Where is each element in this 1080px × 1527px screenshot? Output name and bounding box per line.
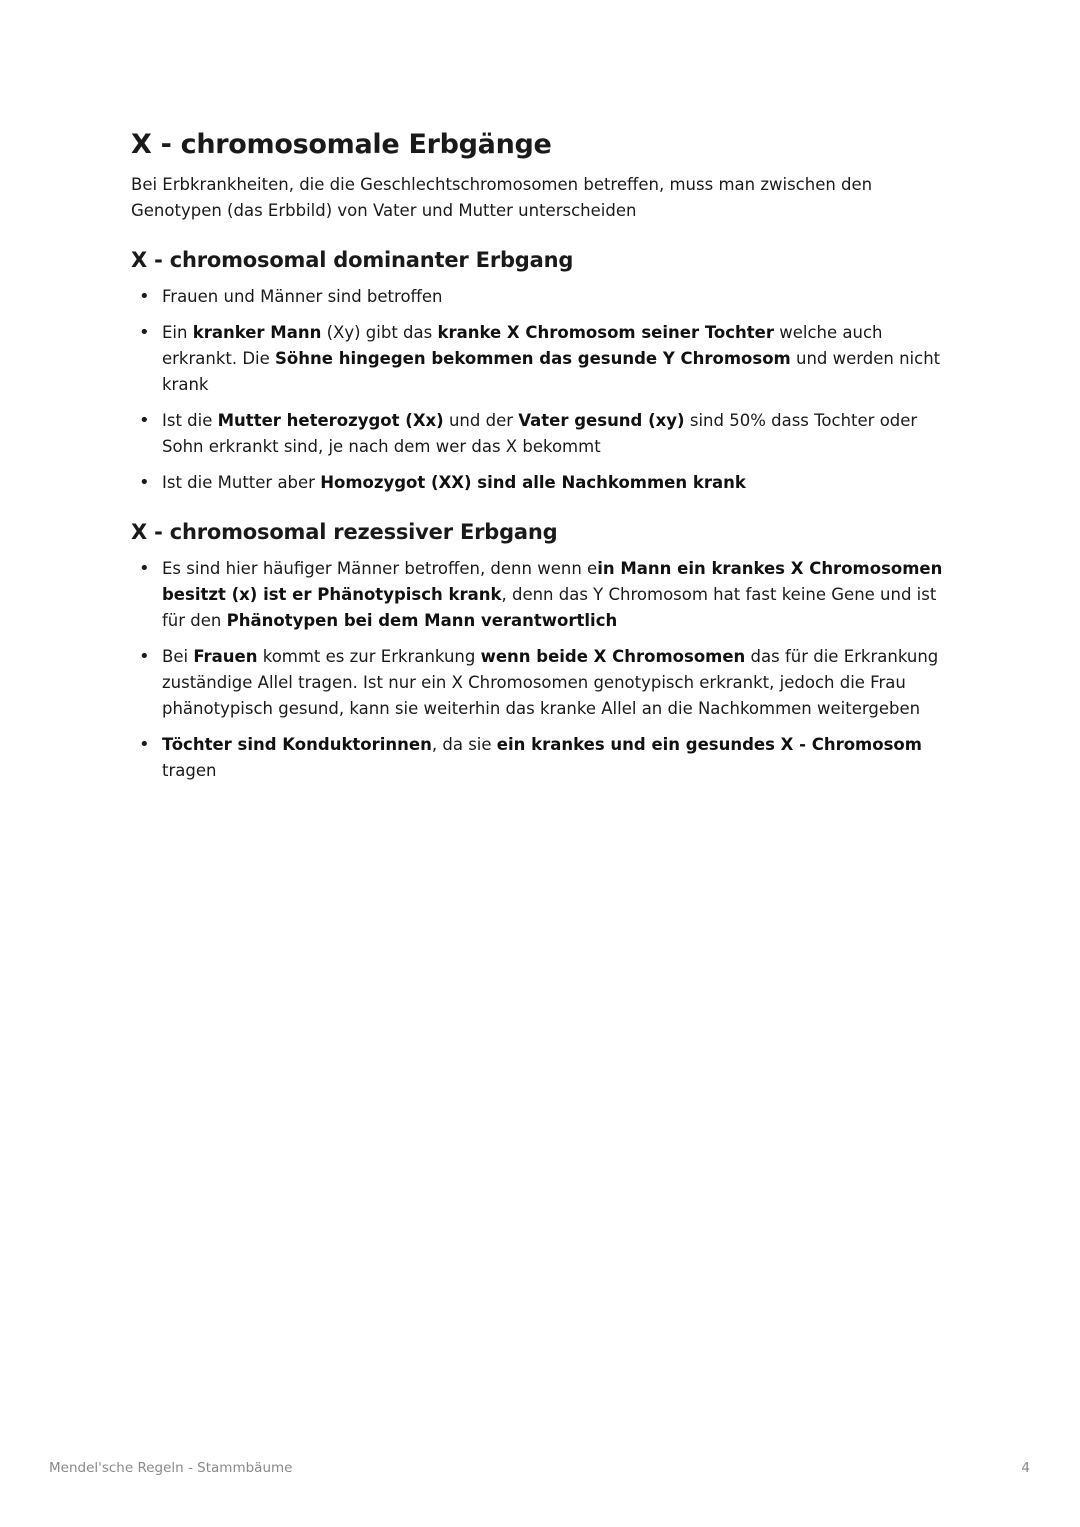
sections-container [131,246,951,784]
bold-text: wenn beide X Chromosomen [480,647,746,666]
bold-text: Vater gesund (xy) [518,411,685,430]
bullet-list [131,284,951,496]
text-run: Ist die [162,411,218,430]
bullet-item [131,556,951,634]
bullet-item [131,470,951,496]
text-run: , denn das Y Chromosom hat fast keine Gene und ist für den [162,585,937,630]
document-body [131,128,951,794]
bold-text: ein krankes und ein gesundes X - Chromosom [496,735,922,754]
text-run: (Xy) gibt das [321,323,438,342]
bullet-item [131,644,951,722]
text-run: Bei [162,647,194,666]
bold-text: Frauen [193,647,258,666]
bold-text: Mutter heterozygot (Xx) [217,411,444,430]
text-run: Es sind hier häufiger Männer betroffen, denn wenn e [162,559,598,578]
text-run: tragen [162,761,217,780]
footer-page-number: 4 [1021,1460,1030,1476]
page-title: X - chromosomale Erbgänge [131,129,552,160]
text-run: und der [443,411,519,430]
bold-text: kranker Mann [192,323,322,342]
section-heading: X - chromosomal rezessiver Erbgang [131,520,558,544]
bold-text: Töchter sind Konduktorinnen [162,735,432,754]
intro-paragraph: Bei Erbkrankheiten, die die Geschlechtschromosomen betreffen, muss man zwischen den Genotypen (das Erbbild) von Vater und Mutter unterscheiden [131,175,873,220]
text-run: kommt es zur Erkrankung [257,647,481,666]
bullet-item [131,320,951,398]
section-heading: X - chromosomal dominanter Erbgang [131,248,574,272]
text-run: sind 50% dass Tochter oder Sohn erkrankt sind, je nach dem wer das X bekommt [162,411,918,456]
bullet-item [131,732,951,784]
bullet-item [131,408,951,460]
footer-document-title: Mendel'sche Regeln - Stammbäume [49,1460,293,1476]
bold-text: in Mann ein krankes X Chromosomen besitzt (x) ist er Phänotypisch krank [162,559,943,604]
text-run: Frauen und Männer sind betroffen [162,287,443,306]
bullet-list [131,556,951,784]
text-run: das für die Erkrankung zuständige Allel tragen. Ist nur ein X Chromosomen genotypisch erkrankt, jedoch die Frau phänotypisch gesund, kann sie weiterhin das kranke Allel an die Nachkommen weitergeben [162,647,939,718]
bold-text: Phänotypen bei dem Mann verantwortlich [226,611,618,630]
text-run: , da sie [431,735,497,754]
bold-text: Söhne hingegen bekommen das gesunde Y Chromosom [275,349,791,368]
bullet-item [131,284,951,310]
text-run: welche auch erkrankt. Die [162,323,883,368]
text-run: Ein [162,323,193,342]
text-run: und werden nicht krank [162,349,941,394]
text-run: Ist die Mutter aber [162,473,321,492]
bold-text: Homozygot (XX) sind alle Nachkommen krank [320,473,746,492]
bold-text: kranke X Chromosom seiner Tochter [437,323,774,342]
